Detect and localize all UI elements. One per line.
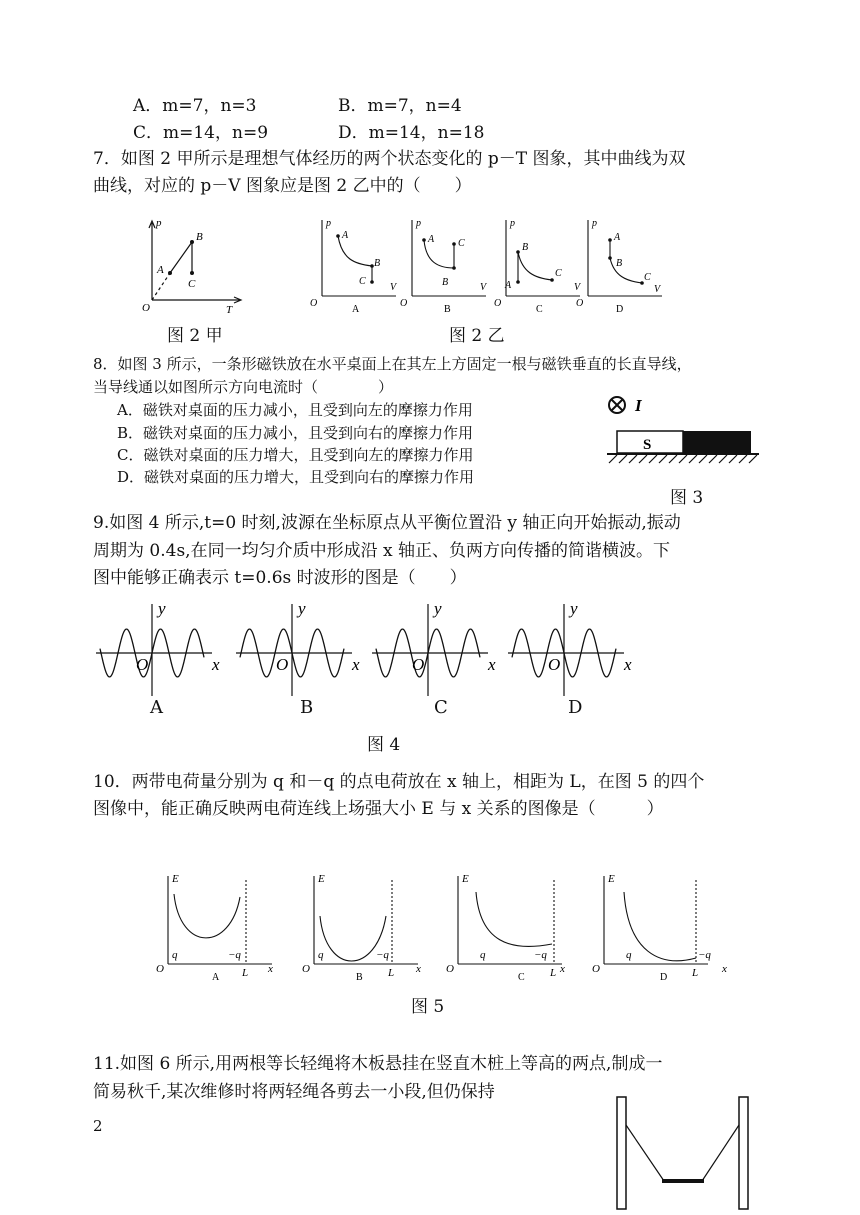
q7-stem-line1: 7．如图 2 甲所示是理想气体经历的两个状态变化的 p－T 图象，其中曲线为双 [93,149,686,169]
wave-graph-a [96,599,220,696]
q9-stem-line1: 9.如图 4 所示,t=0 时刻,波源在坐标原点从平衡位置沿 y 轴正向开始振动,振动 [93,513,681,533]
svg-text:E: E [172,873,179,885]
svg-text:A: A [428,234,435,245]
svg-text:O: O [494,298,502,309]
fig2b-option-d: D [616,304,624,315]
svg-text:V: V [390,282,397,293]
wave-origin-label: O [548,655,561,674]
svg-text:E: E [318,873,325,885]
figure-5-field-graphs [150,872,750,982]
svg-text:x: x [268,963,273,975]
wave-origin-label: O [412,655,425,674]
svg-text:C: C [458,238,465,249]
svg-text:x: x [722,963,727,975]
svg-text:O: O [400,298,408,309]
fig2a-p-label: p [156,217,162,229]
figure-2b-caption: 图 2 乙 [449,326,505,346]
wave-x-label: x [352,655,360,674]
fig2a-c-label: C [188,278,196,290]
svg-text:p: p [510,218,515,229]
figure-3-caption: 图 3 [670,488,704,508]
svg-text:B: B [522,242,529,253]
figure-4-wave-graphs [96,600,656,700]
figure-4-option-d: D [568,697,583,718]
svg-text:q: q [480,949,486,961]
svg-text:E: E [462,873,469,885]
q10-stem-line2: 图像中，能正确反映两电荷连线上场强大小 E 与 x 关系的图像是（ ） [93,799,664,819]
fig5-option-b: B [356,972,363,983]
svg-text:O: O [310,298,318,309]
q9-stem-line2: 周期为 0.4s,在同一均匀介质中形成沿 x 轴正、负两方向传播的简谐横波。下 [93,541,670,561]
q7-stem-line2: 曲线，对应的 p－V 图象应是图 2 乙中的（ ） [93,176,472,196]
q8-stem-line2: 当导线通以如图所示方向电流时（ ） [93,378,394,396]
wave-origin-label: O [276,655,289,674]
svg-text:p: p [416,218,421,229]
svg-text:V: V [574,282,581,293]
q8-option-a: A．磁铁对桌面的压力减小，且受到向左的摩擦力作用 [117,401,473,419]
fig2a-b-label: B [196,231,203,243]
fig2a-t-label: T [226,304,233,316]
wave-y-label: y [298,599,306,618]
svg-text:E: E [608,873,615,885]
q8-option-b: B．磁铁对桌面的压力减小，且受到向右的摩擦力作用 [117,424,474,442]
svg-text:−q: −q [534,949,547,961]
svg-text:A: A [614,232,621,243]
svg-text:O: O [576,298,584,309]
svg-text:q: q [626,949,632,961]
svg-text:V: V [480,282,487,293]
q10-stem-line1: 10．两带电荷量分别为 q 和－q 的点电荷放在 x 轴上，相距为 L，在图 5 的四个 [93,772,705,792]
q11-stem-line2: 简易秋千,某次维修时将两轻绳各剪去一小段,但仍保持 [93,1082,495,1102]
figure-4-option-c: C [434,697,448,718]
svg-text:A: A [505,280,512,291]
figure-2a-pt-graph [140,218,250,318]
svg-text:L: L [550,967,557,979]
wave-graph-b [236,599,360,696]
svg-text:q: q [318,949,324,961]
q8-stem-line1: 8．如图 3 所示，一条形磁铁放在水平桌面上在其左上方固定一根与磁铁垂直的长直导线， [93,355,692,373]
svg-text:−q: −q [376,949,389,961]
svg-text:B: B [374,258,381,269]
fig2a-o-label: O [142,302,150,314]
fig2b-option-a: A [352,304,360,315]
svg-text:C: C [644,272,651,283]
wave-graph-d [508,599,632,696]
wave-origin-label: O [136,655,149,674]
page-number: 2 [93,1117,103,1135]
q8-option-c: C．磁铁对桌面的压力增大，且受到向左的摩擦力作用 [117,446,474,464]
q9-stem-line3: 图中能够正确表示 t=0.6s 时波形的图是（ ） [93,568,467,588]
figure-4-caption: 图 4 [367,735,401,755]
wave-x-label: x [624,655,632,674]
fig5-option-c: C [518,972,525,983]
svg-text:L: L [692,967,699,979]
svg-text:O: O [592,963,600,975]
svg-text:L: L [388,967,395,979]
wave-x-label: x [488,655,496,674]
svg-text:−q: −q [698,949,711,961]
fig2a-a-label: A [157,264,164,276]
svg-text:B: B [442,277,449,288]
figure-2b-pv-graphs [308,214,668,314]
svg-text:x: x [560,963,565,975]
figure-6-swing [612,1095,762,1215]
q6-option-c: C．m=14，n=9 [133,123,269,143]
svg-text:A: A [342,230,349,241]
magnet-s-label: S [643,437,652,453]
svg-text:V: V [654,284,661,295]
fig5-option-a: A [212,972,220,983]
q6-option-b: B．m=7，n=4 [338,96,462,116]
q6-option-a: A．m=7，n=3 [133,96,257,116]
fig2b-option-b: B [444,304,451,315]
q8-option-d: D．磁铁对桌面的压力增大，且受到向右的摩擦力作用 [117,468,475,486]
svg-text:O: O [302,963,310,975]
svg-text:p: p [326,218,331,229]
svg-text:−q: −q [228,949,241,961]
wave-y-label: y [158,599,166,618]
svg-text:C: C [359,276,366,287]
svg-text:x: x [416,963,421,975]
q6-option-d: D．m=14，n=18 [338,123,485,143]
svg-text:q: q [172,949,178,961]
figure-3-magnet [605,393,765,473]
wave-x-label: x [212,655,220,674]
fig2b-option-c: C [536,304,543,315]
svg-text:L: L [242,967,249,979]
wave-graph-c [372,599,496,696]
fig5-option-d: D [660,972,668,983]
svg-text:O: O [156,963,164,975]
q11-stem-line1: 11.如图 6 所示,用两根等长轻绳将木板悬挂在竖直木桩上等高的两点,制成一 [93,1054,663,1074]
wave-y-label: y [570,599,578,618]
current-label: I [635,396,642,415]
svg-text:C: C [555,268,562,279]
svg-text:O: O [446,963,454,975]
figure-5-caption: 图 5 [411,997,445,1017]
figure-4-option-b: B [300,697,314,718]
wave-y-label: y [434,599,442,618]
figure-4-option-a: A [150,697,163,718]
svg-text:B: B [616,258,623,269]
svg-text:p: p [592,218,597,229]
figure-2a-caption: 图 2 甲 [167,326,223,346]
